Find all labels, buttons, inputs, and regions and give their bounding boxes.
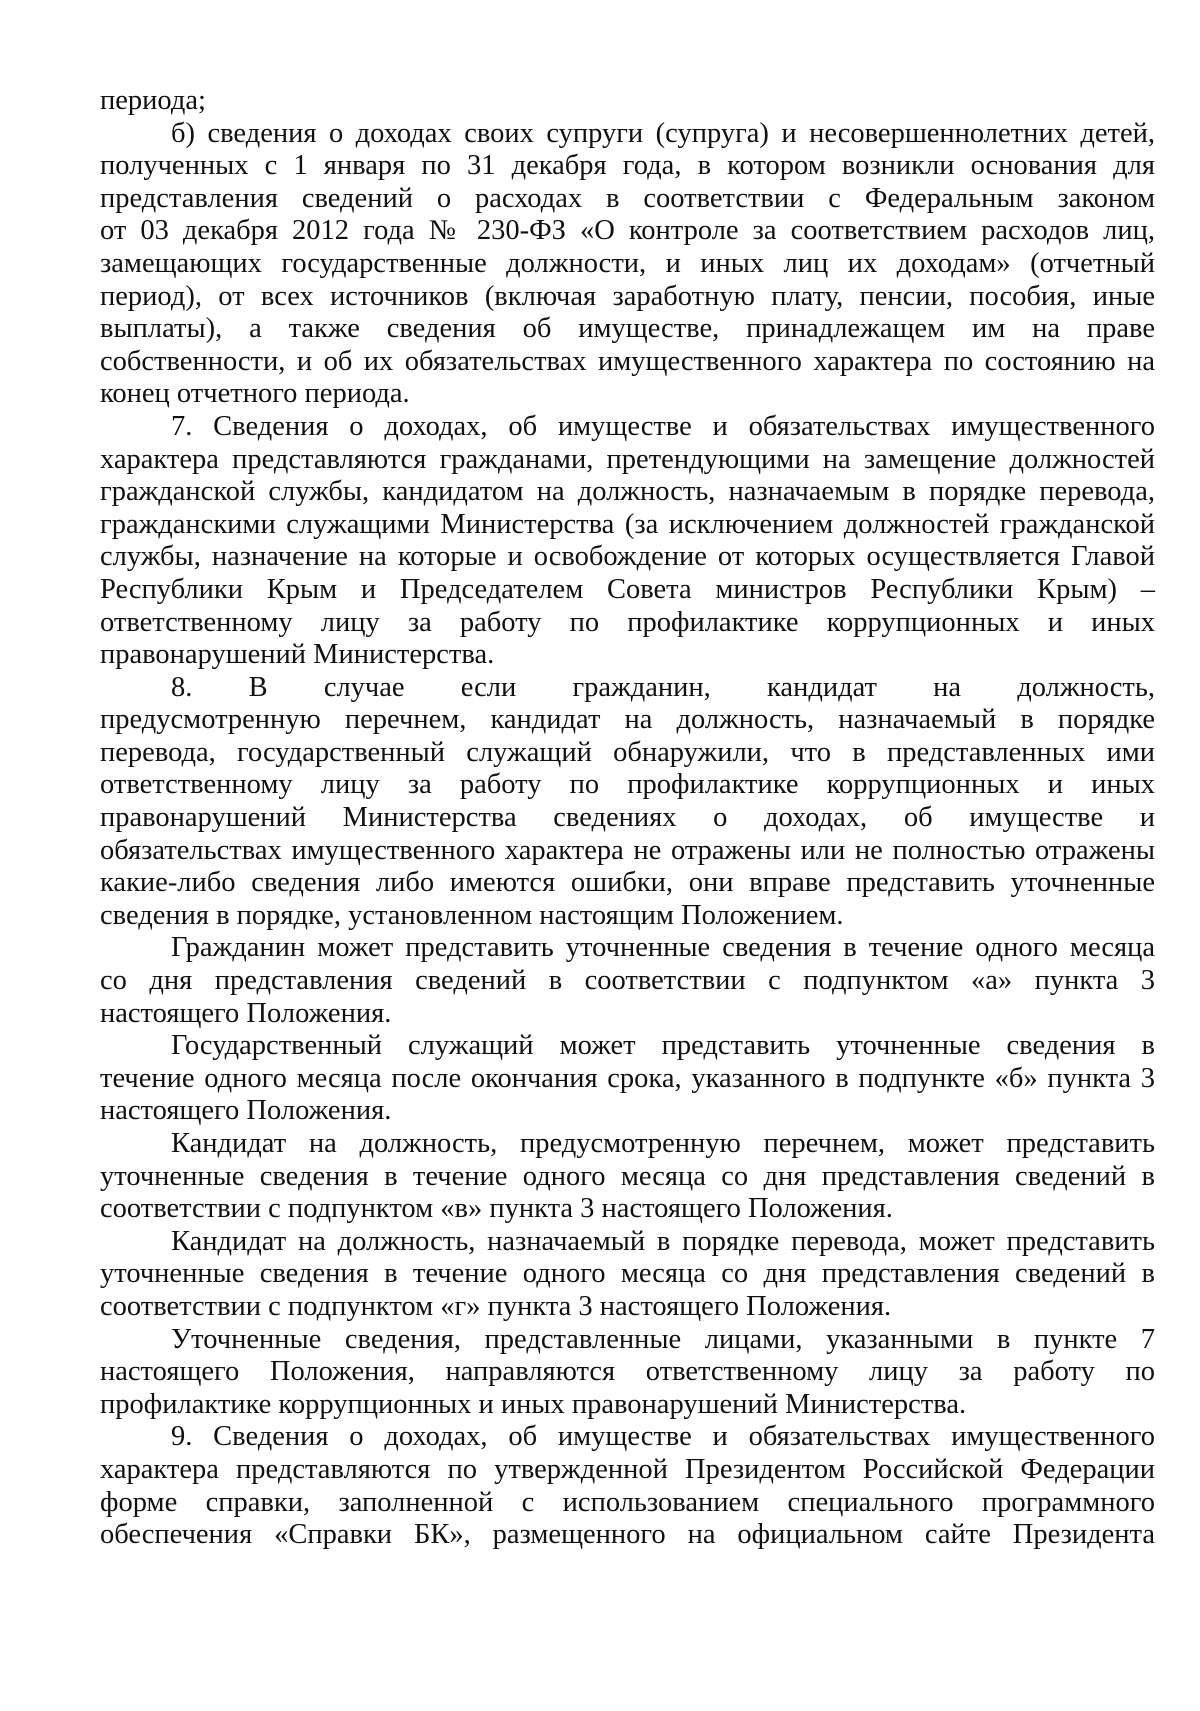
text-line: 9. Сведения о доходах, об имуществе и обязательствах имущественного xyxy=(171,1421,1155,1453)
text-line: уточненные сведения в течение одного месяца со дня представления сведений в xyxy=(100,1160,1155,1192)
text-line: сведения в порядке, установленном настоящим Положением. xyxy=(100,899,844,931)
text-line: замещающих государственные должности, и иных лиц их доходам» (отчетный xyxy=(100,247,1155,279)
text-line: службы, назначение на которые и освобождение от которых осуществляется Главой xyxy=(100,541,1155,573)
document-body-text xyxy=(100,85,1155,1552)
text-line: настоящего Положения. xyxy=(100,997,392,1029)
text-line: полученных с 1 января по 31 декабря года, в котором возникли основания для xyxy=(100,150,1155,182)
text-line: выплаты), а также сведения об имуществе, принадлежащем им на праве xyxy=(100,313,1155,345)
text-line: периода; xyxy=(100,85,206,116)
text-line: от 03 декабря 2012 года № 230-ФЗ «О контроле за соответствием расходов лиц, xyxy=(100,215,1155,247)
text-line: б) сведения о доходах своих супруги (супруга) и несовершеннолетних детей, xyxy=(171,117,1155,149)
text-line: гражданскими служащими Министерства (за исключением должностей гражданской xyxy=(100,508,1155,540)
text-line: Кандидат на должность, предусмотренную перечнем, может представить xyxy=(171,1128,1155,1159)
text-line: форме справки, заполненной с использованием специального программного xyxy=(100,1486,1155,1518)
text-line: какие-либо сведения либо имеются ошибки, они вправе представить уточненные xyxy=(100,867,1155,899)
text-line: Государственный служащий может представить уточненные сведения в xyxy=(171,1030,1155,1062)
text-line: собственности, и об их обязательствах имущественного характера по состоянию на xyxy=(100,345,1155,377)
text-line: уточненные сведения в течение одного месяца со дня представления сведений в xyxy=(100,1258,1155,1290)
text-line: обеспечения «Справки БК», размещенного на официальном сайте Президента xyxy=(100,1519,1155,1551)
text-line: ответственному лицу за работу по профилактике коррупционных и иных xyxy=(100,606,1155,638)
text-line: характера представляются по утвержденной Президентом Российской Федерации xyxy=(100,1453,1155,1485)
text-line: соответствии с подпунктом «в» пункта 3 настоящего Положения. xyxy=(100,1193,893,1225)
text-line: профилактике коррупционных и иных правонарушений Министерства. xyxy=(100,1388,967,1420)
text-line: ответственному лицу за работу по профилактике коррупционных и иных xyxy=(100,769,1155,801)
text-line: конец отчетного периода. xyxy=(100,378,410,410)
text-line: Гражданин может представить уточненные сведения в течение одного месяца xyxy=(171,932,1155,964)
text-line: представления сведений о расходах в соответствии с Федеральным законом xyxy=(100,182,1155,214)
text-line: настоящего Положения. xyxy=(100,1095,392,1127)
text-line: перевода, государственный служащий обнаружили, что в представленных ими xyxy=(100,736,1155,768)
text-line: настоящего Положения, направляются ответственному лицу за работу по xyxy=(100,1356,1155,1388)
text-line: правонарушений Министерства. xyxy=(100,639,495,671)
text-line: Уточненные сведения, представленные лицами, указанными в пункте 7 xyxy=(171,1323,1155,1355)
text-line: соответствии с подпунктом «г» пункта 3 настоящего Положения. xyxy=(100,1290,892,1322)
text-line: период), от всех источников (включая заработную плату, пенсии, пособия, иные xyxy=(100,280,1155,312)
text-line: со дня представления сведений в соответствии с подпунктом «а» пункта 3 xyxy=(100,965,1155,997)
text-line: течение одного месяца после окончания срока, указанного в подпункте «б» пункта 3 xyxy=(100,1062,1155,1094)
text-line: характера представляются гражданами, претендующими на замещение должностей xyxy=(100,443,1155,475)
text-line: 7. Сведения о доходах, об имуществе и обязательствах имущественного xyxy=(171,410,1155,442)
text-line: Республики Крым и Председателем Совета министров Республики Крым) – xyxy=(100,573,1155,605)
text-line: 8. В случае если гражданин, кандидат на должность, xyxy=(171,671,1155,703)
text-line: правонарушений Министерства сведениях о доходах, об имуществе и xyxy=(100,802,1155,834)
text-line: предусмотренную перечнем, кандидат на должность, назначаемый в порядке xyxy=(100,704,1155,736)
text-line: Кандидат на должность, назначаемый в порядке перевода, может представить xyxy=(171,1225,1155,1257)
text-line: гражданской службы, кандидатом на должность, назначаемым в порядке перевода, xyxy=(100,476,1155,508)
text-line: обязательствах имущественного характера не отражены или не полностью отражены xyxy=(100,834,1155,866)
